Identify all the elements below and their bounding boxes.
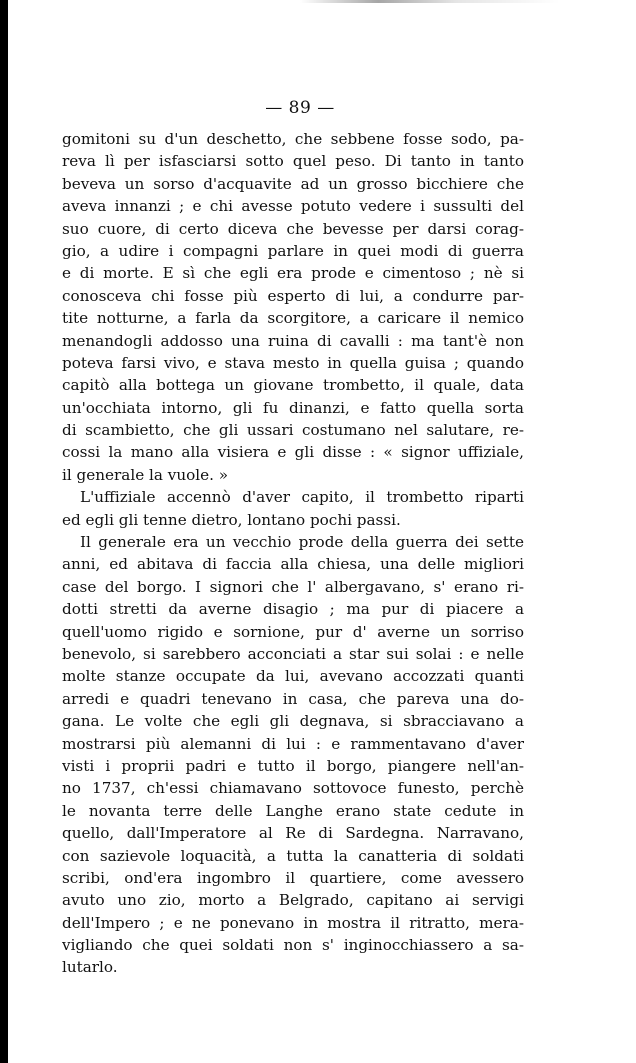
text-line: avuto uno zio, morto a Belgrado, capitano ai servigi bbox=[62, 891, 524, 910]
text-line: dell'Impero ; e ne ponevano in mostra il ritratto, mera- bbox=[62, 913, 524, 932]
text-line: il generale la vuole. » bbox=[62, 465, 229, 484]
text-line: menandogli addosso una ruina di cavalli : ma tant'è non bbox=[62, 331, 524, 350]
text-line: lutarlo. bbox=[62, 958, 118, 977]
text-line: di scambietto, che gli ussari costumano nel salutare, re- bbox=[62, 421, 524, 440]
scan-top-artifact bbox=[300, 0, 560, 3]
text-line: capitò alla bottega un giovane trombetto, il quale, data bbox=[62, 376, 524, 395]
text-line: arredi e quadri tenevano in casa, che pareva una do- bbox=[62, 689, 524, 708]
text-line: gio, a udire i compagni parlare in quei modi di guerra bbox=[62, 241, 524, 260]
text-line: beveva un sorso d'acquavite ad un grosso bicchiere che bbox=[62, 174, 524, 193]
text-line: anni, ed abitava di faccia alla chiesa, una delle migliori bbox=[62, 555, 524, 574]
text-line: ed egli gli tenne dietro, lontano pochi passi. bbox=[62, 510, 401, 529]
text-line: gomitoni su d'un deschetto, che sebbene fosse sodo, pa- bbox=[62, 130, 524, 148]
scan-left-border bbox=[0, 0, 8, 1063]
body-text bbox=[62, 128, 524, 979]
text-line: case del borgo. I signori che l' albergavano, s' erano ri- bbox=[62, 577, 524, 596]
text-line: no 1737, ch'essi chiamavano sottovoce funesto, perchè bbox=[62, 779, 524, 798]
text-line: scribi, ond'era ingombro il quartiere, come avessero bbox=[62, 868, 524, 887]
text-line: Il generale era un vecchio prode della guerra dei sette bbox=[80, 533, 524, 552]
text-line: poteva farsi vivo, e stava mesto in quella guisa ; quando bbox=[62, 353, 524, 372]
text-line: con sazievole loquacità, a tutta la canatteria di soldati bbox=[62, 846, 524, 865]
text-line: L'uffiziale accennò d'aver capito, il trombetto riparti bbox=[80, 488, 524, 507]
text-line: gana. Le volte che egli gli degnava, si sbracciavano a bbox=[62, 712, 524, 731]
text-line: un'occhiata intorno, gli fu dinanzi, e fatto quella sorta bbox=[62, 398, 524, 417]
text-line: visti i proprii padri e tutto il borgo, piangere nell'an- bbox=[62, 756, 524, 775]
text-line: reva lì per isfasciarsi sotto quel peso. Di tanto in tanto bbox=[62, 152, 524, 171]
text-line: benevolo, si sarebbero acconciati a star sui solai : e nelle bbox=[62, 644, 524, 663]
text-line: tite notturne, a farla da scorgitore, a caricare il nemico bbox=[62, 309, 524, 328]
text-line: quell'uomo rigido e sornione, pur d' averne un sorriso bbox=[62, 622, 524, 641]
text-line: e di morte. E sì che egli era prode e cimentoso ; nè si bbox=[62, 264, 524, 283]
text-line: aveva innanzi ; e chi avesse potuto vedere i sussulti del bbox=[62, 197, 524, 216]
text-line: dotti stretti da averne disagio ; ma pur di piacere a bbox=[62, 600, 524, 619]
text-line: le novanta terre delle Langhe erano state cedute in bbox=[62, 801, 524, 820]
text-line: mostrarsi più alemanni di lui : e rammentavano d'aver bbox=[62, 734, 524, 753]
text-line: suo cuore, di certo diceva che bevesse per darsi corag- bbox=[62, 219, 524, 238]
page-number: — 89 — bbox=[265, 98, 335, 118]
text-line: cossi la mano alla visiera e gli disse : « signor uffiziale, bbox=[62, 443, 524, 462]
text-line: quello, dall'Imperatore al Re di Sardegna. Narravano, bbox=[62, 824, 524, 843]
text-line: conosceva chi fosse più esperto di lui, a condurre par- bbox=[62, 286, 524, 305]
text-line: vigliando che quei soldati non s' inginocchiassero a sa- bbox=[62, 936, 524, 955]
text-line: molte stanze occupate da lui, avevano accozzati quanti bbox=[62, 667, 524, 686]
